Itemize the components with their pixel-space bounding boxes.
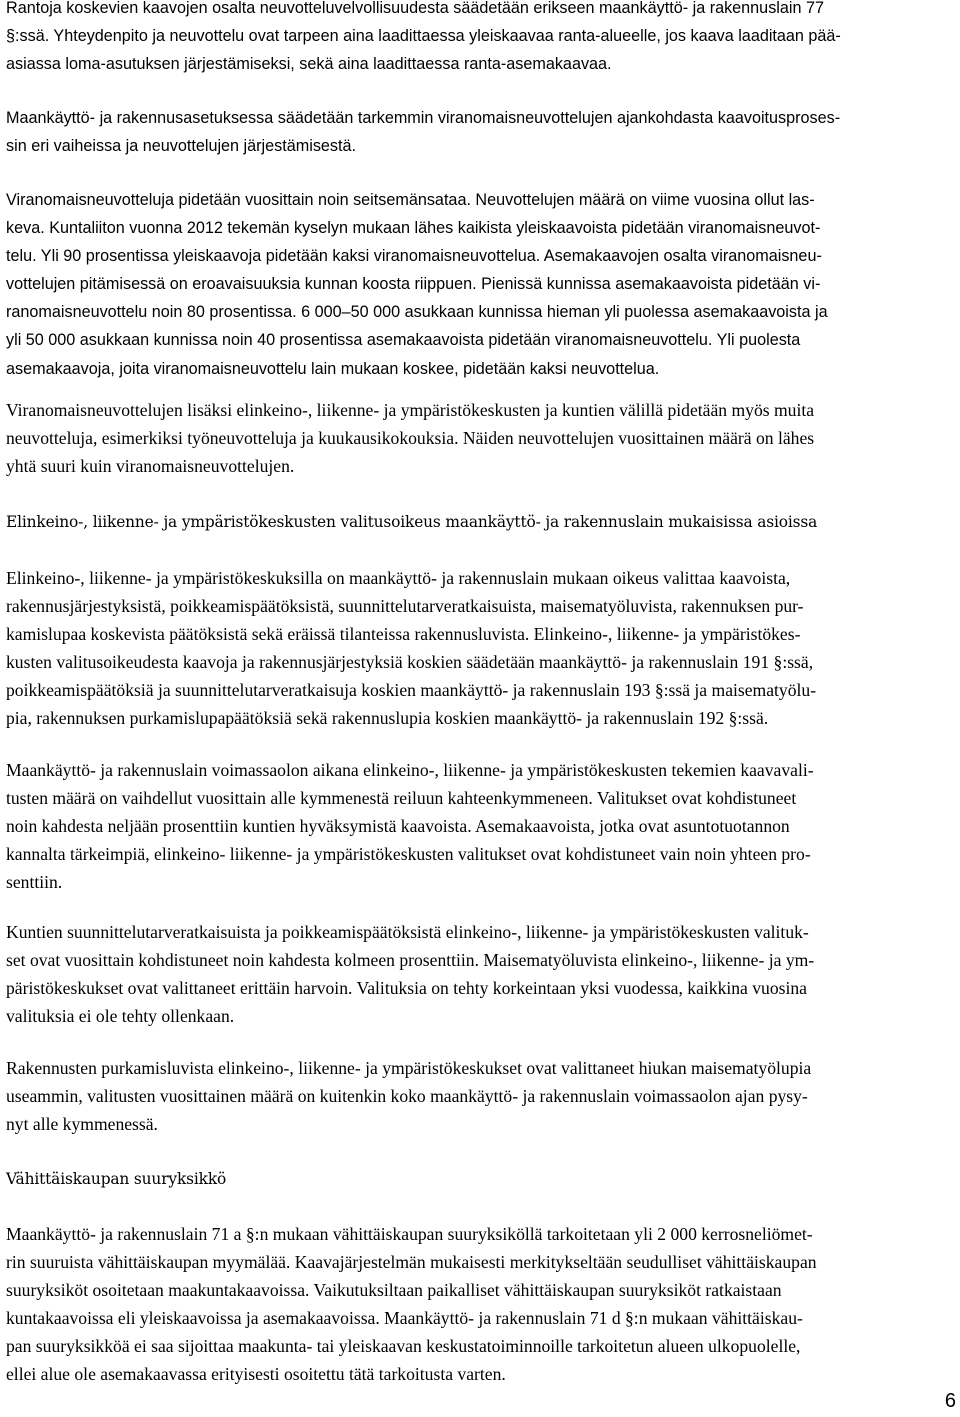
text-line: telu. Yli 90 prosentissa yleiskaavoja pidetään kaksi viranomaisneuvottelua. Asemakaavojen osalta viranomaisneu-	[6, 247, 822, 266]
paragraph-purkamisluvat	[6, 1054, 954, 1138]
text-line: noin kahdesta neljään prosenttiin kuntien hyväksymistä kaavoista. Asemakaavoista, jotka ovat asuntotuotannon	[6, 816, 790, 837]
text-line: kusten valitusoikeudesta kaavoja ja rakennusjärjestyksiä koskien säädetään maankäyttö- ja rakennuslain 191 §:ssä,	[6, 652, 814, 673]
text-line: yhtä suuri kuin viranomaisneuvottelujen.	[6, 456, 295, 477]
text-line: valituksia ei ole tehty ollenkaan.	[6, 1006, 235, 1027]
paragraph-suunnittelutarve	[6, 918, 954, 1030]
paragraph-neuvottelujen-maara	[6, 186, 954, 383]
paragraph-muut-neuvottelut	[6, 396, 954, 480]
text-line: Elinkeino-, liikenne- ja ympäristökeskuksilla on maankäyttö- ja rakennuslain mukaan oikeus valittaa kaavoista,	[6, 568, 791, 588]
text-line: kuntakaavoissa eli yleiskaavoissa ja asemakaavoissa. Maankäyttö- ja rakennuslain 71 d §:n mukaan vähittäiskau-	[6, 1308, 803, 1329]
text-line: kannalta tärkeimpiä, elinkeino- liikenne- ja ympäristökeskusten valitukset ovat kohdistuneet vain noin yhteen pro-	[6, 844, 811, 865]
page-number: 6	[944, 1390, 956, 1412]
text-line: Maankäyttö- ja rakennusasetuksessa säädetään tarkemmin viranomaisneuvottelujen ajankohdasta kaavoitusproses-	[6, 109, 841, 127]
text-line: Viranomaisneuvottelujen lisäksi elinkeino-, liikenne- ja ympäristökeskusten ja kuntien välillä pidetään myös muita	[6, 400, 815, 420]
paragraph-asetus	[6, 104, 954, 160]
paragraph-ranta-kaavat	[6, 0, 954, 78]
paragraph-kaavavalitukset	[6, 756, 954, 896]
text-line: poikkeamispäätöksiä ja suunnittelutarveratkaisuja koskien maankäyttö- ja rakennuslain 193 §:ssä ja maisematyölu-	[6, 680, 817, 701]
text-line: asemakaavoja, joita viranomaisneuvottelu lain mukaan koskee, pidetään kaksi neuvottelua.	[6, 359, 660, 378]
text-line: sin eri vaiheissa ja neuvottelujen järjestämisestä.	[6, 137, 357, 156]
text-line: ranomaisneuvottelu noin 80 prosentissa. 6 000–50 000 asukkaan kunnissa hieman yli puolessa asemakaavoista ja	[6, 303, 828, 322]
text-line: pia, rakennuksen purkamislupapäätöksiä sekä rakennuslupia koskien maankäyttö- ja rakennuslain 192 §:ssä.	[6, 708, 769, 729]
heading-text: Vähittäiskaupan suuryksikkö	[6, 1170, 227, 1188]
text-line: keva. Kuntaliiton vuonna 2012 tekemän kyselyn mukaan lähes kaikista yleiskaavoista pidetään viranomaisneuvot-	[6, 219, 821, 238]
heading-text: Elinkeino-, liikenne- ja ympäristökeskusten valitusoikeus maankäyttö- ja rakennuslain mukaisissa asioissa	[6, 513, 818, 531]
text-line: Rantoja koskevien kaavojen osalta neuvotteluvelvollisuudesta säädetään erikseen maankäyttö- ja rakennuslain 77	[6, 0, 824, 17]
text-line: set ovat vuosittain kohdistuneet noin kahdesta kolmeen prosenttiin. Maisematyöluvista elinkeino-, liikenne- ja ym-	[6, 950, 815, 971]
text-line: suuryksiköt osoitetaan maakuntakaavoissa. Vaikutuksiltaan paikalliset vähittäiskaupan suuryksiköt ratkaistaan	[6, 1280, 782, 1301]
text-line: tusten määrä on vaihdellut vuosittain alle kymmenestä reiluun kahteenkymmeneen. Valitukset ovat kohdistuneet	[6, 788, 797, 809]
text-line: Maankäyttö- ja rakennuslain voimassaolon aikana elinkeino-, liikenne- ja ympäristökeskusten tekemien kaavavali-	[6, 760, 814, 780]
text-line: useammin, valitusten vuosittainen määrä on kuitenkin koko maankäyttö- ja rakennuslain voimassaolon ajan pysy-	[6, 1086, 808, 1107]
text-line: vottelujen pitämisessä on eroavaisuuksia kunnan koosta riippuen. Pienissä kunnissa asemakaavoista pidetään vi-	[6, 275, 821, 294]
section-heading	[6, 1165, 954, 1193]
text-line: yli 50 000 asukkaan kunnissa noin 40 prosentissa asemakaavoista pidetään viranomaisneuvottelu. Yli puolesta	[6, 331, 801, 350]
text-line: Viranomaisneuvotteluja pidetään vuosittain noin seitsemänsataa. Neuvottelujen määrä on viime vuosina ollut las-	[6, 191, 815, 209]
text-line: Maankäyttö- ja rakennuslain 71 a §:n mukaan vähittäiskaupan suuryksiköllä tarkoitetaan yli 2 000 kerrosneliömet-	[6, 1224, 813, 1244]
text-line: kamislupaa koskevista päätöksistä sekä eräissä tilanteissa rakennusluvista. Elinkeino-, liikenne- ja ympäristökes-	[6, 624, 801, 645]
text-line: §:ssä. Yhteydenpito ja neuvottelu ovat tarpeen aina laadittaessa yleiskaavaa ranta-alueelle, jos kaava laaditaan pää-	[6, 27, 841, 46]
text-line: neuvotteluja, esimerkiksi työneuvotteluja ja kuukausikokouksia. Näiden neuvottelujen vuosittainen määrä on lähes	[6, 428, 815, 449]
text-line: asiassa loma-asutuksen järjestämiseksi, sekä aina laadittaessa ranta-asemakaavaa.	[6, 55, 612, 74]
text-line: päristökeskukset ovat valittaneet erittäin harvoin. Valituksia on tehty korkeintaan yksi vuodessa, kaikkina vuosina	[6, 978, 807, 999]
text-line: Rakennusten purkamisluvista elinkeino-, liikenne- ja ympäristökeskukset ovat valittaneet hiukan maisematyölupia	[6, 1058, 812, 1078]
section-heading	[6, 508, 954, 536]
text-line: pan suuryksikköä ei saa sijoittaa maakunta- tai yleiskaavan keskustatoiminnoille tarkoitetun alueen ulkopuolelle,	[6, 1336, 801, 1357]
text-line: nyt alle kymmenessä.	[6, 1114, 158, 1135]
paragraph-vahittaiskauppa	[6, 1220, 954, 1389]
text-line: rin suuruista vähittäiskaupan myymälää. Kaavajärjestelmän mukaisesti merkitykseltään seudulliset vähittäiskaupan	[6, 1252, 817, 1273]
text-line: rakennusjärjestyksistä, poikkeamispäätöksistä, suunnittelutarveratkaisuista, maisematyöluvista, rakennuksen pur-	[6, 596, 804, 617]
text-line: Kuntien suunnittelutarveratkaisuista ja poikkeamispäätöksistä elinkeino-, liikenne- ja ympäristökeskusten valituk-	[6, 922, 809, 942]
text-line: senttiin.	[6, 872, 63, 893]
text-line: ellei alue ole asemakaavassa erityisesti osoitettu tätä tarkoitusta varten.	[6, 1364, 506, 1385]
paragraph-valitusoikeus	[6, 564, 954, 733]
